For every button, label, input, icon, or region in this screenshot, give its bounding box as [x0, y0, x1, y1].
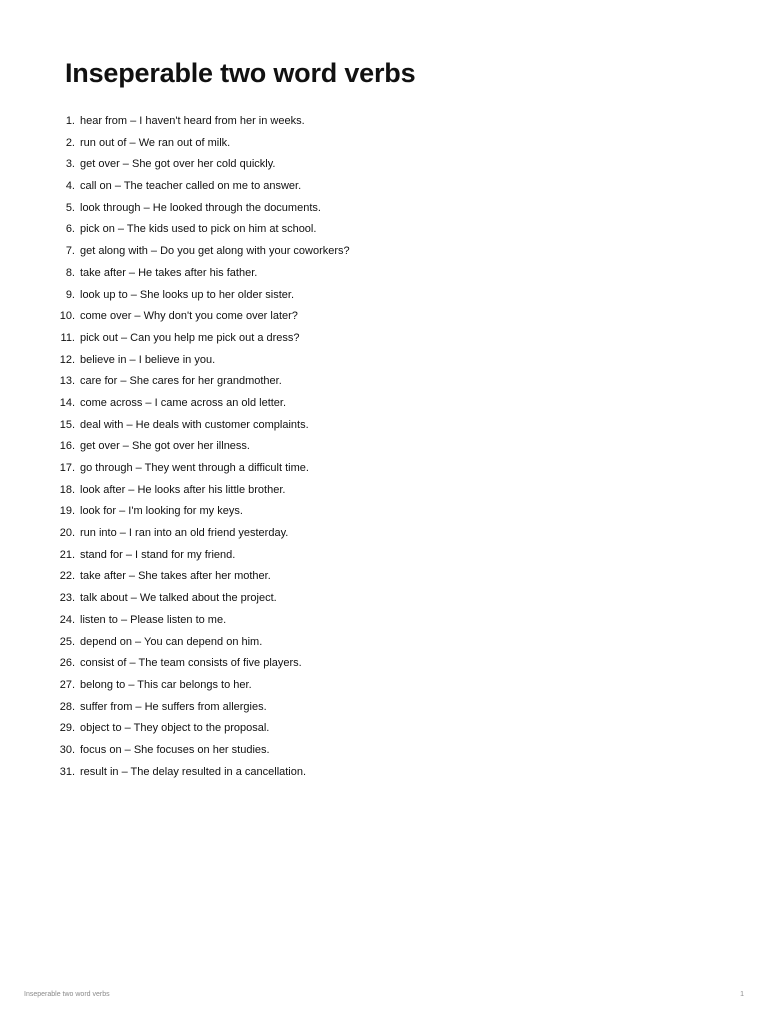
- list-item-number: 20.: [59, 527, 75, 540]
- list-item-number: 10.: [59, 310, 75, 323]
- list-item-number: 14.: [59, 396, 75, 409]
- list-item: [0, 285, 768, 307]
- list-item: [0, 306, 768, 328]
- list-item-text: object to – They object to the proposal.: [80, 722, 270, 735]
- list-item: [0, 176, 768, 198]
- list-item-text: depend on – You can depend on him.: [80, 635, 263, 648]
- list-item: [0, 133, 768, 155]
- list-item: [0, 566, 768, 588]
- list-item: [0, 610, 768, 632]
- list-item-text: listen to – Please listen to me.: [80, 613, 227, 626]
- list-item-number: 16.: [59, 440, 75, 453]
- list-item: [0, 588, 768, 610]
- list-item: [0, 675, 768, 697]
- list-item-text: look after – He looks after his little brother.: [80, 483, 286, 496]
- list-item-text: belong to – This car belongs to her.: [80, 678, 252, 691]
- list-item-number: 1.: [65, 115, 75, 127]
- list-item-text: come over – Why don't you come over later?: [80, 310, 298, 323]
- list-item: [0, 762, 768, 784]
- list-item-text: pick out – Can you help me pick out a dress?: [80, 331, 300, 344]
- list-item-number: 8.: [65, 266, 75, 279]
- list-item-text: come across – I came across an old letter.: [80, 396, 287, 409]
- list-item: [0, 393, 768, 415]
- list-item: [0, 545, 768, 567]
- list-item-text: stand for – I stand for my friend.: [80, 548, 236, 561]
- list-item-number: 29.: [59, 722, 75, 735]
- list-item: [0, 219, 768, 241]
- list-item: [0, 740, 768, 762]
- list-item-number: 6.: [65, 223, 75, 236]
- list-item: [0, 697, 768, 719]
- list-item: [0, 111, 768, 133]
- list-item-text: deal with – He deals with customer complaints.: [80, 418, 309, 431]
- list-item-number: 7.: [65, 245, 75, 258]
- list-item-text: believe in – I believe in you.: [80, 353, 216, 366]
- list-item-number: 2.: [65, 136, 75, 149]
- list-item-text: get over – She got over her cold quickly.: [80, 158, 276, 171]
- list-item-text: talk about – We talked about the project.: [80, 592, 277, 605]
- list-item: [0, 501, 768, 523]
- list-item-number: 18.: [59, 483, 75, 496]
- list-item-text: pick on – The kids used to pick on him at school.: [80, 223, 317, 236]
- list-item: [0, 241, 768, 263]
- list-item-text: run out of – We ran out of milk.: [80, 136, 231, 149]
- list-item-text: take after – He takes after his father.: [80, 266, 258, 279]
- list-item: [0, 198, 768, 220]
- list-item: [0, 653, 768, 675]
- list-item-text: result in – The delay resulted in a cancellation.: [80, 765, 307, 778]
- list-item-text: hear from – I haven't heard from her in weeks.: [80, 115, 305, 127]
- list-item-number: 11.: [60, 331, 75, 344]
- list-item-text: call on – The teacher called on me to answer.: [80, 180, 302, 193]
- list-item-text: look up to – She looks up to her older sister.: [80, 288, 295, 301]
- list-item-number: 12.: [59, 353, 75, 366]
- list-item-number: 21.: [59, 548, 75, 561]
- list-item-number: 17.: [59, 462, 75, 474]
- list-item: [0, 480, 768, 502]
- list-item-text: look through – He looked through the documents.: [80, 201, 321, 214]
- page-title: Inseperable two word verbs: [65, 58, 416, 88]
- list-item-text: suffer from – He suffers from allergies.: [80, 700, 267, 713]
- list-item-text: get along with – Do you get along with your coworkers?: [80, 245, 350, 258]
- list-item: [0, 436, 768, 458]
- list-item: [0, 415, 768, 437]
- list-item: [0, 328, 768, 350]
- list-item-number: 19.: [59, 505, 75, 518]
- list-item: [0, 350, 768, 372]
- list-item-number: 3.: [65, 158, 75, 171]
- footer-title: Inseperable two word verbs: [24, 991, 110, 998]
- list-item-number: 30.: [59, 743, 75, 756]
- list-item-number: 27.: [59, 678, 75, 691]
- list-item-number: 25.: [59, 635, 75, 648]
- list-item-number: 4.: [65, 180, 75, 193]
- list-item: [0, 632, 768, 654]
- list-item-text: run into – I ran into an old friend yesterday.: [80, 527, 289, 540]
- list-item-number: 13.: [59, 375, 75, 388]
- list-item-number: 24.: [59, 613, 75, 626]
- list-item-text: go through – They went through a difficult time.: [80, 462, 309, 474]
- list-item-text: take after – She takes after her mother.: [80, 570, 271, 583]
- list-item-number: 5.: [65, 201, 75, 214]
- list-item-number: 22.: [59, 570, 75, 583]
- page-number: 1: [740, 991, 744, 998]
- list-item-number: 15.: [59, 418, 75, 431]
- list-item: [0, 523, 768, 545]
- verb-list: [0, 111, 768, 783]
- list-item-number: 28.: [59, 700, 75, 713]
- list-item-number: 9.: [65, 288, 75, 301]
- list-item-text: care for – She cares for her grandmother.: [80, 375, 282, 388]
- list-item-text: get over – She got over her illness.: [80, 440, 250, 453]
- list-item: [0, 263, 768, 285]
- list-item-text: consist of – The team consists of five players.: [80, 657, 302, 670]
- list-item-text: look for – I'm looking for my keys.: [80, 505, 243, 518]
- list-item-number: 31.: [59, 765, 75, 778]
- list-item: [0, 458, 768, 480]
- list-item-number: 23.: [59, 592, 75, 605]
- list-item: [0, 371, 768, 393]
- list-item: [0, 154, 768, 176]
- list-item-number: 26.: [59, 657, 75, 670]
- list-item: [0, 718, 768, 740]
- list-item-text: focus on – She focuses on her studies.: [80, 743, 270, 756]
